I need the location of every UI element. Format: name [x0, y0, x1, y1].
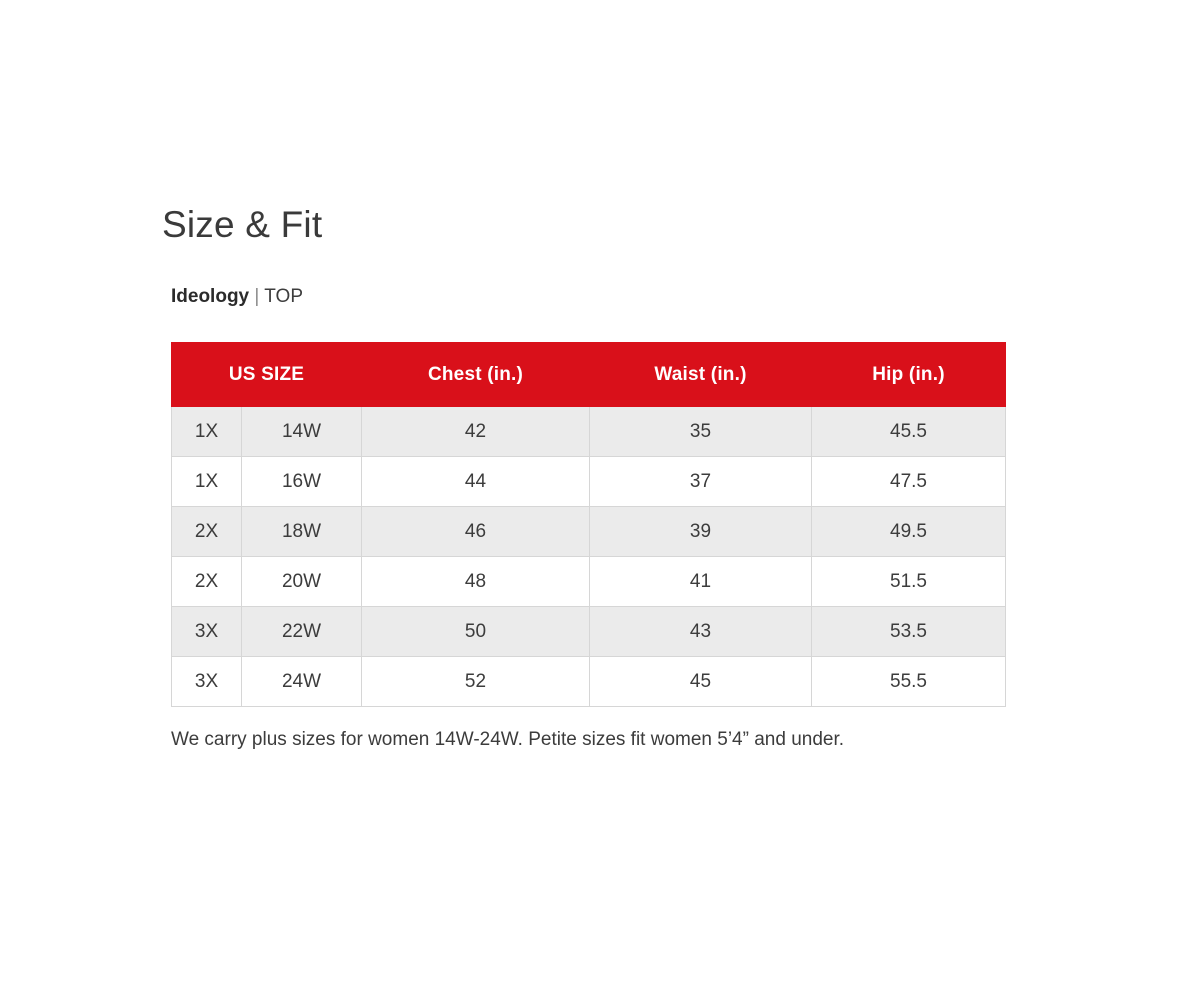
- cell-chest: 50: [362, 607, 590, 657]
- cell-waist: 37: [590, 457, 812, 507]
- cell-chest: 44: [362, 457, 590, 507]
- table-row: [172, 657, 1006, 707]
- cell-waist: 45: [590, 657, 812, 707]
- cell-chest: 48: [362, 557, 590, 607]
- size-chart-table: [171, 342, 1006, 707]
- cell-size-numeric: 14W: [242, 407, 362, 457]
- cell-size-numeric: 18W: [242, 507, 362, 557]
- cell-size-numeric: 20W: [242, 557, 362, 607]
- table-row: [172, 557, 1006, 607]
- brand-label: Ideology: [171, 286, 250, 307]
- page-title: Size & Fit: [162, 203, 323, 245]
- cell-chest: 46: [362, 507, 590, 557]
- category-label: TOP: [264, 286, 303, 307]
- cell-size-alpha: 1X: [172, 407, 242, 457]
- cell-waist: 43: [590, 607, 812, 657]
- cell-hip: 51.5: [812, 557, 1006, 607]
- table-row: [172, 507, 1006, 557]
- cell-hip: 53.5: [812, 607, 1006, 657]
- cell-size-alpha: 3X: [172, 607, 242, 657]
- column-header-hip: Hip (in.): [812, 343, 1006, 407]
- cell-waist: 39: [590, 507, 812, 557]
- cell-chest: 42: [362, 407, 590, 457]
- cell-waist: 41: [590, 557, 812, 607]
- cell-size-alpha: 2X: [172, 507, 242, 557]
- table-row: [172, 407, 1006, 457]
- cell-chest: 52: [362, 657, 590, 707]
- column-header-waist: Waist (in.): [590, 343, 812, 407]
- cell-size-numeric: 24W: [242, 657, 362, 707]
- subtitle-separator: |: [254, 286, 260, 307]
- cell-hip: 55.5: [812, 657, 1006, 707]
- cell-size-alpha: 2X: [172, 557, 242, 607]
- table-row: [172, 607, 1006, 657]
- cell-hip: 45.5: [812, 407, 1006, 457]
- cell-hip: 47.5: [812, 457, 1006, 507]
- column-header-chest: Chest (in.): [362, 343, 590, 407]
- cell-size-alpha: 3X: [172, 657, 242, 707]
- cell-hip: 49.5: [812, 507, 1006, 557]
- cell-size-numeric: 16W: [242, 457, 362, 507]
- product-subtitle: [171, 284, 303, 310]
- column-header-us-size: US SIZE: [172, 343, 362, 407]
- cell-waist: 35: [590, 407, 812, 457]
- cell-size-numeric: 22W: [242, 607, 362, 657]
- cell-size-alpha: 1X: [172, 457, 242, 507]
- table-header-row: [172, 343, 1006, 407]
- size-footnote: We carry plus sizes for women 14W-24W. Petite sizes fit women 5’4” and under.: [171, 729, 845, 750]
- table-row: [172, 457, 1006, 507]
